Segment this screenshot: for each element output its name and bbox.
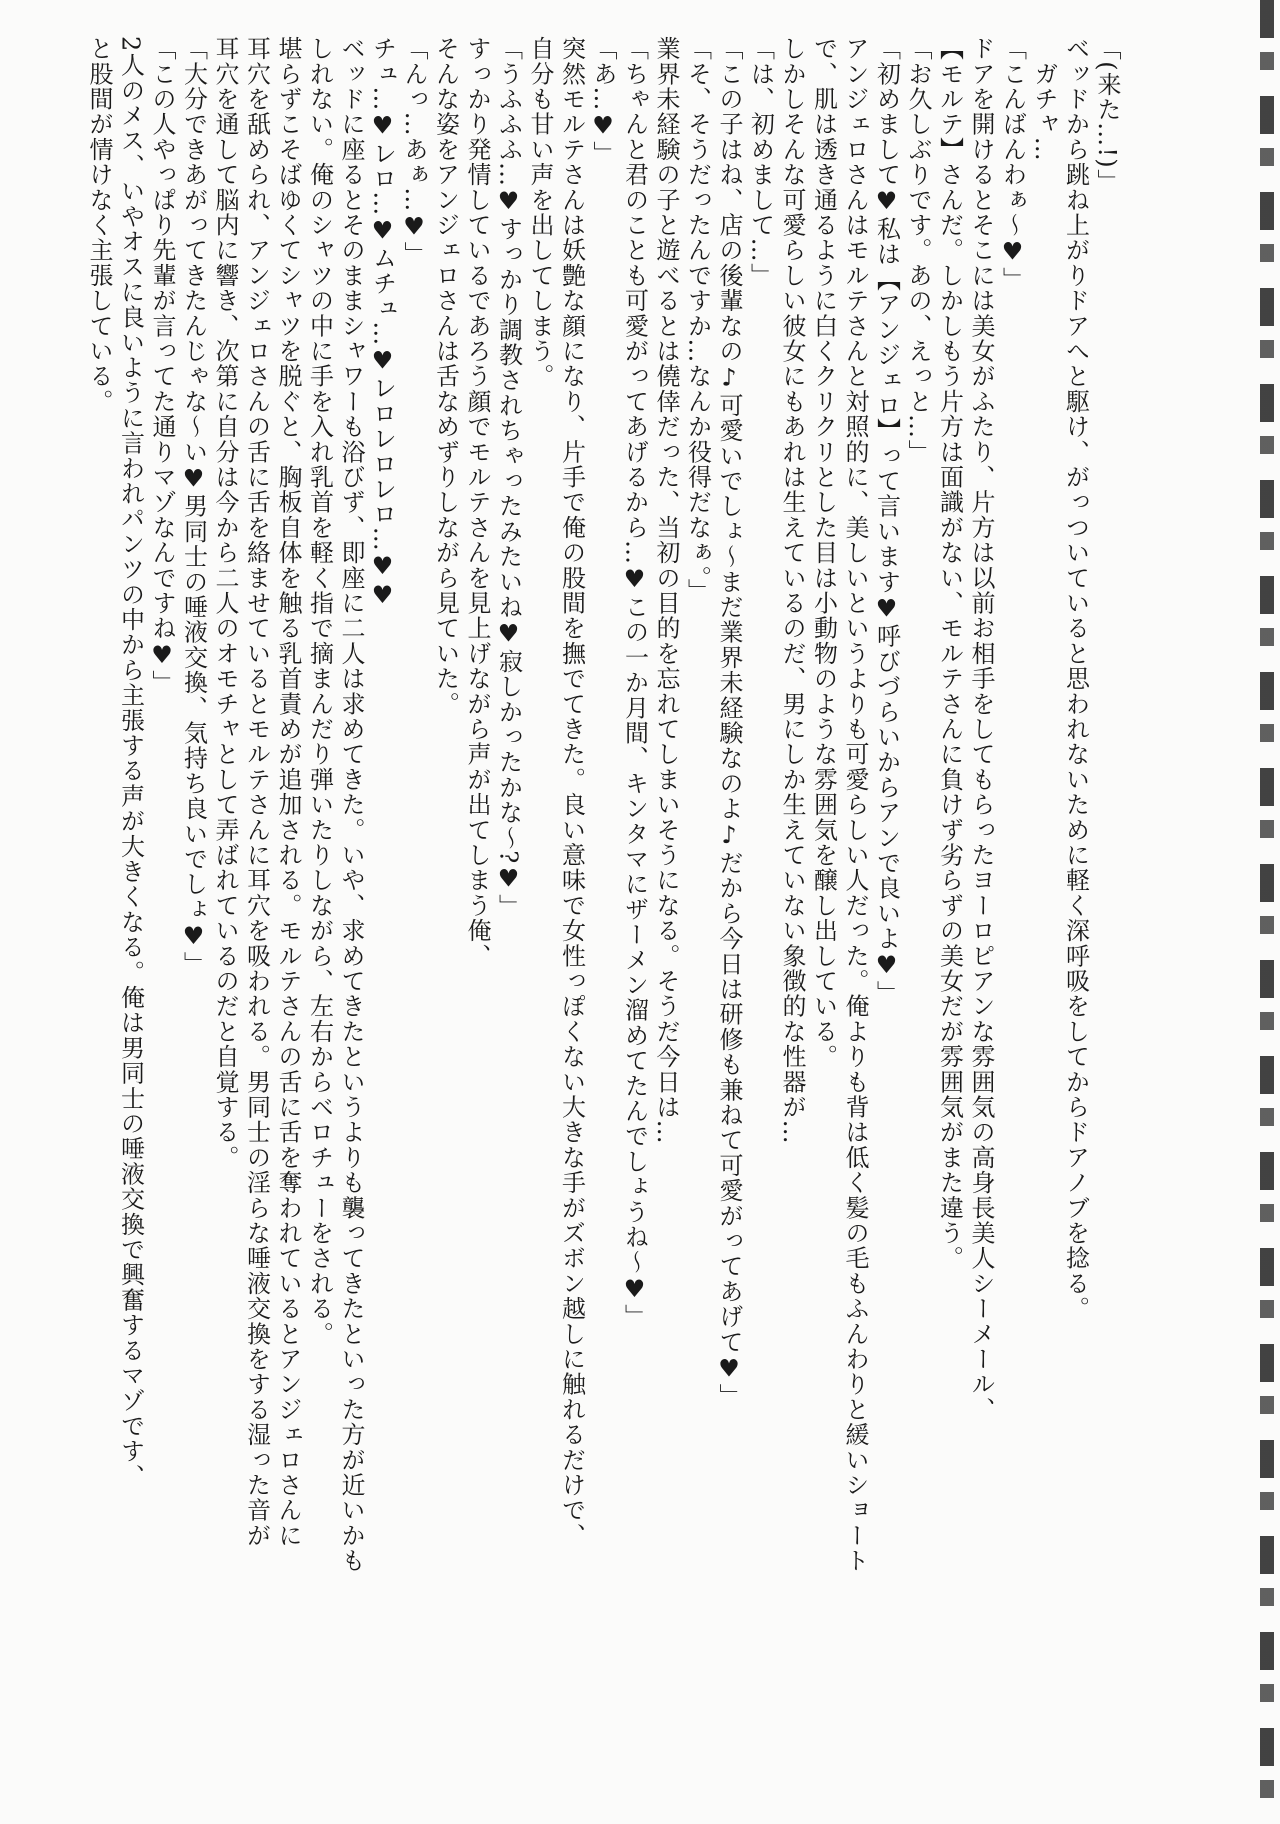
text-line: 突然モルテさんは妖艶な顔になり、片手で俺の股間を撫でてきた。良い意味で女性っぽくない大きな手がズボン越しに触れるだけで、 [557, 36, 586, 1548]
vertical-text-body [83, 36, 1123, 1636]
text-line: 耳穴を通して脳内に響き、次第に自分は今から二人のオモチャとして弄ばれているのだと自覚する。 [211, 36, 239, 1170]
text-line: 「そ、そうだったんですか…なんか役得だなぁ。」 [683, 36, 712, 604]
text-line: 業界未経験の子と遊べるとは僥倖だった、当初の目的を忘れてしまいそうになる。そうだ今日は… [652, 36, 680, 1145]
text-line: 「こんばんわぁ〜♥」 [998, 36, 1027, 292]
text-line: ベッドから跳ね上がりドアへと駆け、がっついていると思われないために軽く深呼吸をしてからドアノブを捻る。 [1061, 36, 1090, 1322]
text-line: 【モルテ】さんだ。しかしもう片方は面識がない、モルテさんに負けず劣らずの美女だが雰囲気がまた違う。 [935, 36, 964, 1271]
text-line: 耳穴を舐められ、アンジェロさんの舌に舌を絡ませているとモルテさんに耳穴を吸われる。男同士の淫らな唾液交換をする湿った音が [242, 36, 271, 1548]
text-line: そんな姿をアンジェロさんは舌なめずりしながら見ていた。 [431, 36, 460, 717]
text-line: 「(来た…!)」 [1093, 36, 1121, 194]
text-line: 「うふふふ…♥すっかり調教されちゃったみたいね♥寂しかったかな〜?♥」 [494, 36, 523, 919]
text-line: ガチャ… [1030, 36, 1058, 162]
text-line: 「あ…♥」 [589, 36, 617, 166]
text-line: 2人のメス、いやオスに良いように言われパンツの中から主張する声が大きくなる。俺は男同士の唾液交換で興奮するマゾです、 [116, 36, 145, 1489]
text-line: 「大分できあがってきたんじゃな〜い♥男同士の唾液交換、気持ち良いでしょ♥」 [179, 36, 208, 977]
text-line: ドアを開けるとそこには美女がふたり、片方は以前お相手をしてもらったヨーロピアンな雰囲気の高身長美人シーメール、 [967, 36, 995, 1422]
text-line: 「この子はね、店の後輩なの♪可愛いでしょ〜まだ業界未経験なのよ♪だから今日は研修も兼ねて可愛がってあげて♥」 [715, 36, 743, 1409]
text-line: と股間が情けなく主張している。 [85, 36, 113, 414]
text-line: 堪らずこそばゆくてシャツを脱ぐと、胸板自体を触る乳首責めが追加される。モルテさんの舌に舌を奪われているとアンジェロさんに [274, 36, 302, 1548]
text-line: しかしそんな可愛らしい彼女にもあれは生えているのだ、男にしか生えていない象徴的な性器が… [778, 36, 806, 1145]
text-line: 「初めまして♥私は【アンジェロ】って言います♥呼びづらいからアンで良いよ♥」 [872, 36, 901, 1006]
text-line: 「んっ…あぁ…♥」 [400, 36, 428, 267]
text-line: 「お久しぶりです。あの、えっと…」 [904, 36, 932, 465]
text-line: 「ちゃんと君のことも可愛がってあげるから…♥この一か月間、キンタマにザーメン溜めてたんでしょうね〜♥」 [620, 36, 649, 1330]
text-line: で、肌は透き通るように白くクリクリとした目は小動物のような雰囲気を醸し出している。 [809, 36, 838, 1070]
scan-edge-artifact [1260, 0, 1274, 1824]
text-line: 「この人やっぱり先輩が言ってた通りマゾなんですね♥」 [148, 36, 176, 696]
text-line: しれない。俺のシャツの中に手を入れ乳首を軽く指で摘まんだり弾いたりしながら、左右からベロチューをされる。 [305, 36, 334, 1347]
text-line: チュ…♥レロ…♥ムチュ…♥レロレロレロ…♥♥ [368, 36, 397, 611]
text-line: すっかり発情しているであろう顔でモルテさんを見上げながら声が出てしまう俺、 [463, 36, 491, 969]
text-line: 「は、初めまして…」 [746, 36, 775, 288]
text-line: 自分も甘い声を出してしまう。 [526, 36, 554, 389]
text-line: アンジェロさんはモルテさんと対照的に、美しいというよりも可愛らしい人だった。俺よりも背は低く髪の毛もふんわりと緩いショート [841, 36, 869, 1574]
text-line: ベッドに座るとそのままシャワーも浴びず、即座に二人は求めてきた。いや、求めてきたというよりも襲ってきたといった方が近いかも [337, 36, 365, 1574]
